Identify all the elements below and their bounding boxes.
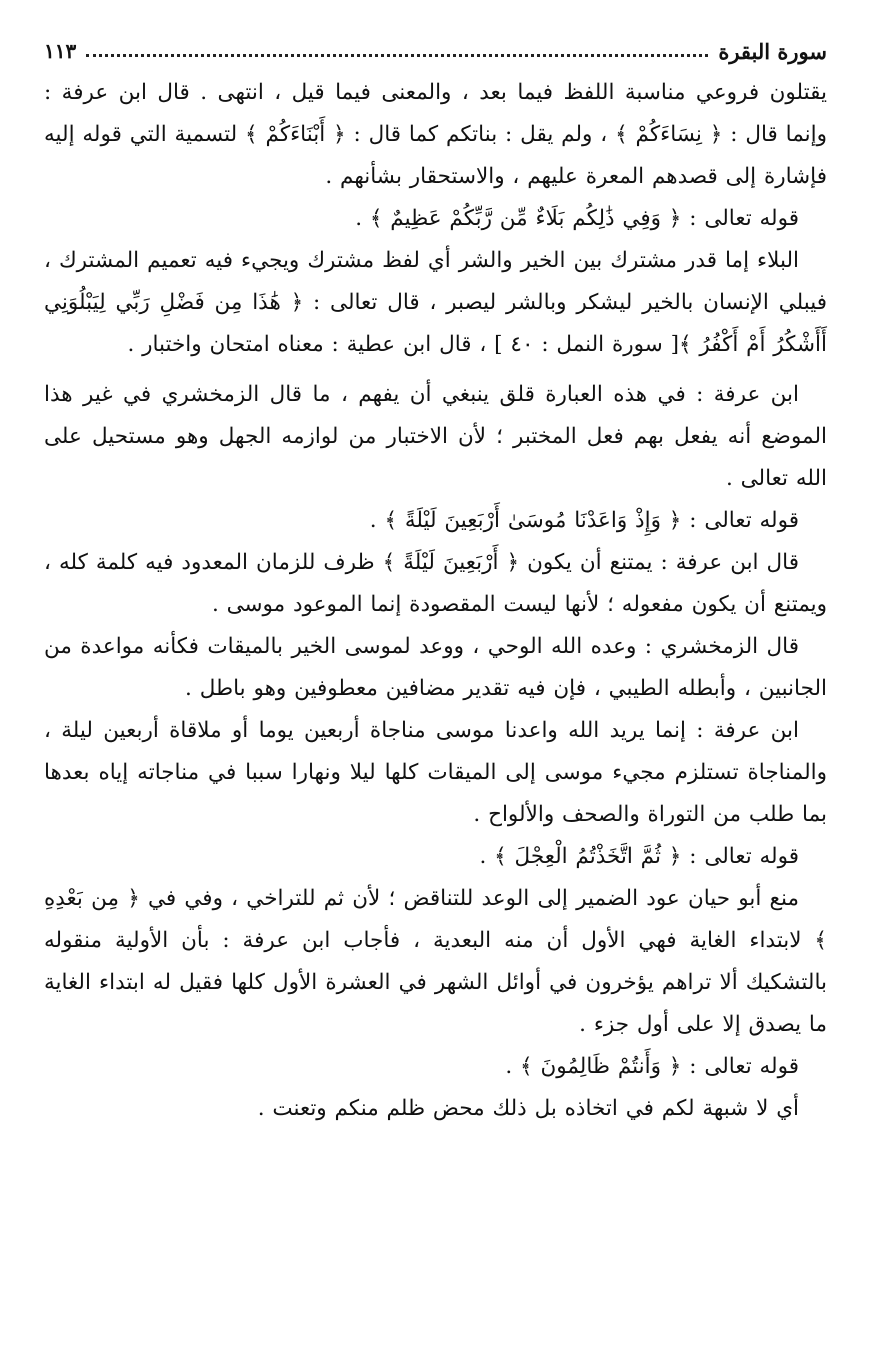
- paragraph: قال الزمخشري : وعده الله الوحي ، ووعد لموسى الخير بالميقات فكأنه مواعدة من الجانبين ، وأبطله الطيبي ، فإن فيه تقدير مضافين معطوفين وهو باطل .: [44, 634, 827, 701]
- verse-heading: قوله تعالى : ﴿ ثُمَّ اتَّخَذْتُمُ الْعِجْلَ ﴾ .: [479, 844, 799, 869]
- verse-heading: قوله تعالى : ﴿ وَإِذْ وَاعَدْنَا مُوسَىٰ أَرْبَعِينَ لَيْلَةً ﴾ .: [369, 508, 799, 533]
- paragraph: أي لا شبهة لكم في اتخاذه بل ذلك محض ظلم منكم وتعنت .: [257, 1096, 799, 1121]
- page-body: [44, 72, 827, 1130]
- paragraph: البلاء إما قدر مشترك بين الخير والشر أي لفظ مشترك ويجيء فيه تعميم المشترك ، فيبلي الإنسان بالخير ليشكر وبالشر ليصبر ، قال تعالى : ﴿ هَٰذَا مِن فَضْلِ رَبِّي لِيَبْلُوَنِي أَأَشْكُرُ أَمْ أَكْفُرُ ﴾[ سورة النمل : ٤٠ ] ، قال ابن عطية : معناه امتحان واختبار .: [44, 248, 827, 357]
- running-header: [44, 34, 827, 68]
- paragraph: منع أبو حيان عود الضمير إلى الوعد للتناقض ؛ لأن ثم للتراخي ، وفي في ﴿ مِن بَعْدِهِ ﴾ لابتداء الغاية فهي الأول أن منه البعدية ، فأجاب ابن عرفة : بأن الأولية منقوله بالتشكيك ألا تراهم يؤخرون في أوائل الشهر في العشرة الأول كلها فقيل له ابتداء الغاية ما يصدق إلا على أول جزء .: [44, 886, 827, 1037]
- paragraph: ابن عرفة : في هذه العبارة قلق ينبغي أن يفهم ، ما قال الزمخشري في غير هذا الموضع أنه يفعل بهم فعل المختبر ؛ لأن الاختبار من لوازمه الجهل وهو مستحيل على الله تعالى .: [44, 382, 827, 491]
- paragraph: قال ابن عرفة : يمتنع أن يكون ﴿ أَرْبَعِينَ لَيْلَةً ﴾ ظرف للزمان المعدود فيه كلمة كله ، ويمتنع أن يكون مفعوله ؛ لأنها ليست المقصودة إنما الموعود موسى .: [44, 550, 827, 617]
- page-number: ١١٣: [44, 39, 77, 63]
- verse-heading: قوله تعالى : ﴿ وَفِي ذَٰلِكُم بَلَاءٌ مِّن رَّبِّكُمْ عَظِيمٌ ﴾ .: [355, 206, 799, 231]
- paragraph-continuation: يقتلون فروعي مناسبة اللفظ فيما بعد ، والمعنى فيما قيل ، انتهى . قال ابن عرفة : وإنما قال : ﴿ نِسَاءَكُمْ ﴾ ، ولم يقل : بناتكم كما قال : ﴿ أَبْنَاءَكُمْ ﴾ لتسمية التي قوله إليه فإشارة إلى قصدهم المعرة عليهم ، والاستحقار بشأنهم .: [44, 80, 827, 189]
- header-dotted-rule: [86, 54, 708, 57]
- verse-heading: قوله تعالى : ﴿ وَأَنتُمْ ظَالِمُونَ ﴾ .: [505, 1054, 799, 1079]
- surah-title: سورة البقرة: [718, 38, 827, 64]
- paragraph: ابن عرفة : إنما يريد الله واعدنا موسى مناجاة أربعين يوما أو ملاقاة أربعين ليلة ، والمناجاة تستلزم مجيء موسى إلى الميقات كلها ليلا ونهارا سببا في مناجاته إياه بعدها بما طلب من التوراة والصحف والألواح .: [44, 718, 827, 827]
